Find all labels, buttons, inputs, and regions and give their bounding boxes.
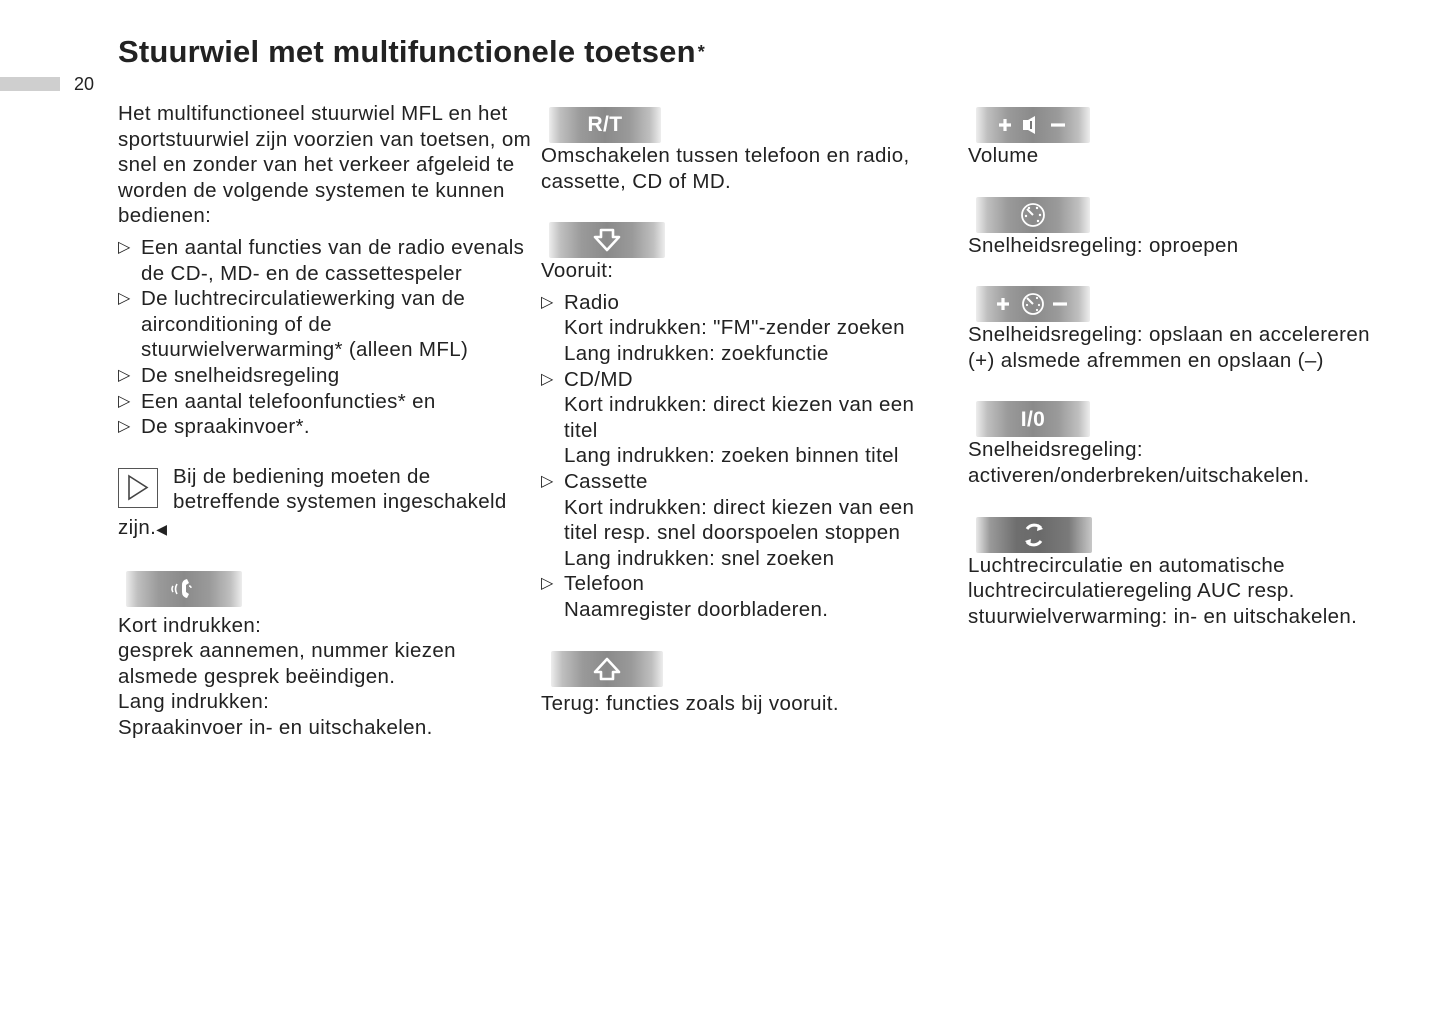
system-list — [118, 235, 538, 440]
volume-key[interactable] — [976, 107, 1090, 143]
forward-list — [541, 290, 951, 623]
phone-long-label: Lang indrukken: — [118, 690, 270, 714]
cruise-plus-minus-text: Snelheidsregeling: opslaan en accelereren (+) alsmede afremmen en opslaan (–) — [968, 323, 1370, 372]
rt-key[interactable] — [549, 107, 661, 143]
back-key[interactable] — [551, 651, 663, 687]
rt-key-label: R/T — [587, 113, 623, 137]
page-title — [118, 34, 705, 70]
phone-long-text: Spraakinvoer in- en uitschakelen. — [118, 715, 433, 739]
column-3 — [968, 107, 1388, 629]
phone-short-label: Kort indrukken: — [118, 613, 262, 637]
list-item: ▷ De snelheidsregeling — [118, 363, 538, 389]
speedometer-plus-minus-icon — [991, 290, 1075, 318]
list-item — [541, 290, 951, 367]
cruise-text: Snelheidsregeling: oproepen — [968, 233, 1239, 257]
item-line: Kort indrukken: "FM"-zender zoeken — [564, 316, 905, 340]
end-mark-icon: ◀ — [156, 520, 168, 537]
item-title: Radio — [564, 290, 620, 314]
item-title: Telefoon — [564, 572, 645, 596]
note-tail-text: zijn. — [118, 515, 157, 539]
arrow-down-icon — [592, 227, 622, 253]
cruise-plus-minus-key[interactable] — [976, 286, 1090, 322]
list-item: ▷ De luchtrecirculatiewerking van de airconditioning of de stuurwielverwarming* (alleen MFL) — [118, 286, 538, 363]
item-line: Lang indrukken: zoeken binnen titel — [564, 444, 899, 468]
volume-plus-minus-icon — [993, 112, 1073, 138]
volume-text: Volume — [968, 144, 1039, 167]
column-2 — [541, 107, 951, 716]
page-number: 20 — [74, 74, 95, 94]
item-line: Lang indrukken: snel zoeken — [564, 546, 835, 570]
list-item — [541, 571, 951, 622]
list-item — [541, 469, 951, 571]
arrow-up-icon — [592, 656, 622, 682]
title-star: * — [697, 42, 705, 62]
note-text: Bij de bediening moeten de betreffende systemen ingeschakeld — [173, 464, 507, 514]
page-title-text: Stuurwiel met multifunctionele toetsen — [118, 34, 696, 69]
note-block — [118, 464, 538, 543]
column-1 — [118, 101, 538, 740]
back-text: Terug: functies zoals bij vooruit. — [541, 691, 839, 715]
rt-text: Omschakelen tussen telefoon en radio, cassette, CD of MD. — [541, 144, 910, 193]
list-item: ▷ De spraakinvoer*. — [118, 414, 538, 440]
phone-short-text: gesprek aannemen, nummer kiezen alsmede gesprek beëindigen. — [118, 639, 456, 688]
recirculation-key[interactable] — [976, 517, 1092, 553]
item-title: CD/MD — [564, 367, 633, 391]
io-key[interactable] — [976, 401, 1090, 437]
cruise-key[interactable] — [976, 197, 1090, 233]
io-text: Snelheidsregeling: activeren/onderbreken/uitschakelen. — [968, 438, 1310, 487]
intro-text: Het multifunctioneel stuurwiel MFL en het sportstuurwiel zijn voorzien van toetsen, om snel en zonder van het verkeer afgeleid te worden de volgende systemen te kunnen bedienen: — [118, 102, 532, 228]
item-title: Cassette — [564, 469, 648, 493]
io-key-label: I/0 — [1020, 407, 1046, 431]
page-marker-bar — [0, 77, 60, 91]
item-line: Naamregister doorbladeren. — [564, 597, 829, 621]
list-item: ▷ Een aantal functies van de radio evenals de CD-, MD- en de cassettespeler — [118, 235, 538, 286]
item-line: Kort indrukken: direct kiezen van een titel — [564, 393, 915, 442]
air-recirculation-icon — [1019, 520, 1049, 550]
note-tail — [118, 515, 538, 543]
item-line: Kort indrukken: direct kiezen van een titel resp. snel doorspoelen stoppen — [564, 495, 915, 545]
phone-voice-icon — [169, 574, 199, 604]
list-item — [541, 367, 951, 469]
list-item: ▷ Een aantal telefoonfuncties* en — [118, 389, 538, 415]
item-line: Lang indrukken: zoekfunctie — [564, 341, 829, 365]
speedometer-icon — [1018, 201, 1048, 229]
forward-label: Vooruit: — [541, 259, 614, 283]
recirculation-text: Luchtrecirculatie en automatische luchtrecirculatieregeling AUC resp. stuurwielverwarming: in- en uitschakelen. — [968, 553, 1358, 628]
phone-voice-key[interactable] — [126, 571, 242, 607]
forward-key[interactable] — [549, 222, 665, 258]
note-triangle-icon — [118, 468, 158, 508]
